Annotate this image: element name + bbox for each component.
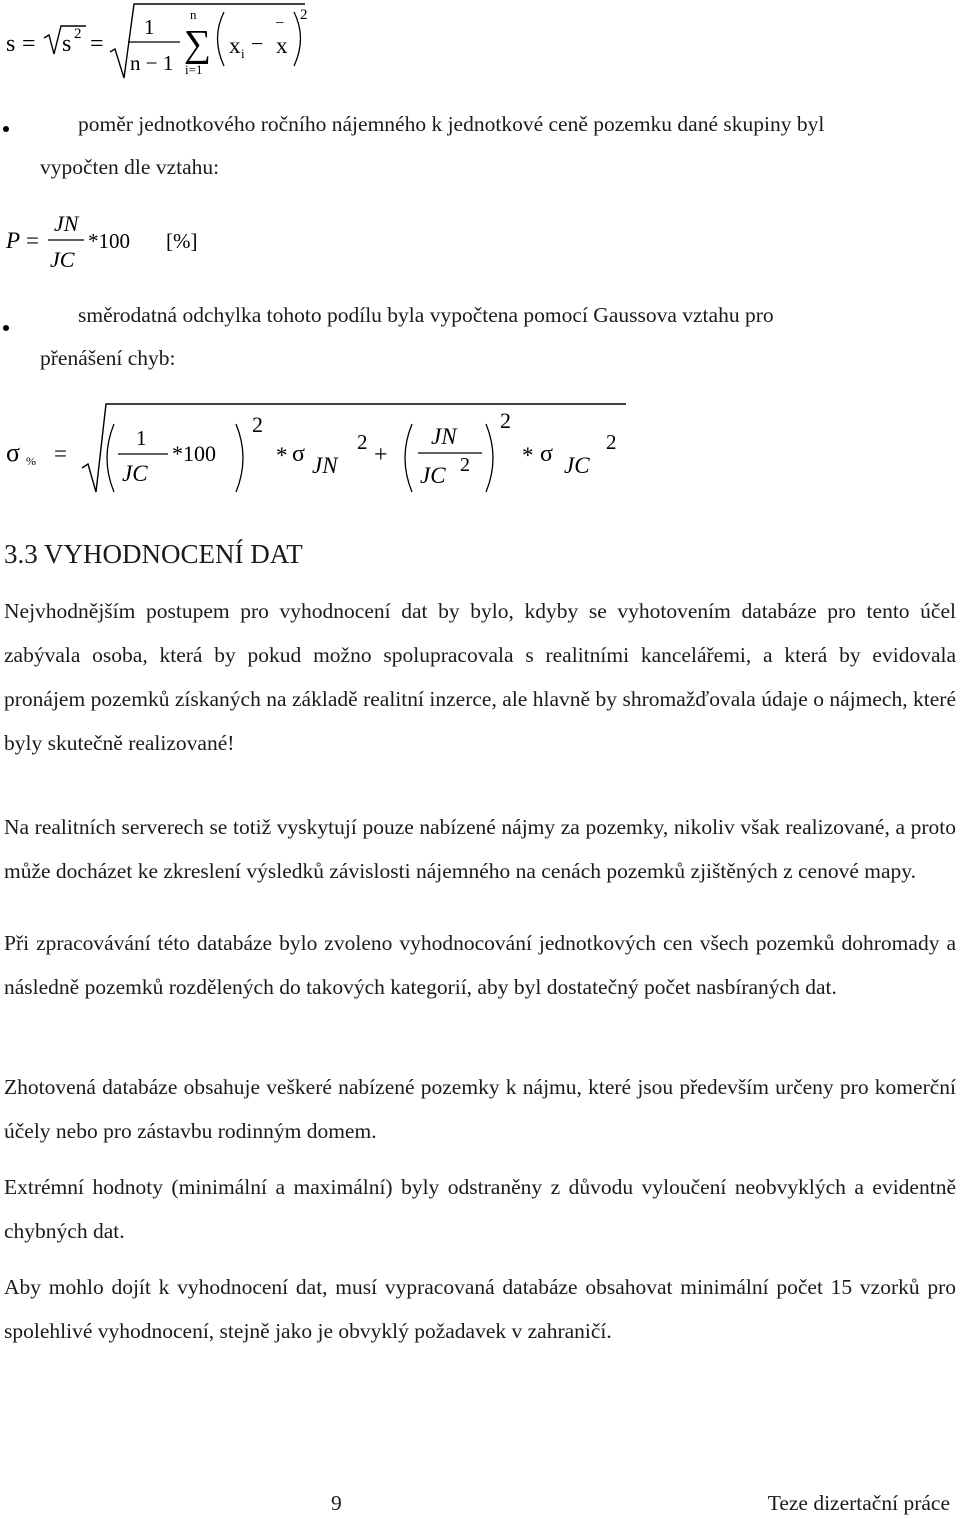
right-paren [236,424,243,492]
formula-frac2-den: JC [420,463,446,488]
formula-sigma-pct: % [26,454,36,468]
formula-frac-den: n − 1 [130,51,174,75]
formula-outer-exp: 2 [300,7,308,23]
paragraph: Extrémní hodnoty (minimální a maximální) byly odstraněny z důvodu vyloučení neobvyklých a evidentně chybných dat. [4,1175,956,1243]
formula-ratio [0,206,240,278]
sum-sigma-icon: ∑ [184,23,212,65]
formula-mult100: *100 [172,441,216,466]
formula-frac1-den: JC [122,461,148,486]
sum-lower: i=1 [185,62,203,77]
formula-xbar-bar: − [275,15,285,32]
bullet-dot [3,126,9,132]
formula-plus: + [374,442,388,468]
formula-sigma2: σ [292,441,305,467]
formula-exp4: 2 [606,430,617,454]
paragraph: Při zpracovávání této databáze bylo zvoleno vyhodnocování jednotkových cen všech pozemků dohromady a následně pozemků rozdělených do takových kategorií, aby byl dostatečný počet nasbíraných dat. [4,931,956,999]
left-paren [107,424,114,492]
formula-frac1-num: 1 [136,426,147,450]
left-paren [405,424,412,492]
page-number: 9 [331,1491,342,1515]
document-title-footer: Teze dizertační práce [767,1491,950,1515]
formula-frac2-den-exp: 2 [460,454,470,476]
formula-p-lhs: P [6,228,21,253]
formula-xbar: x [276,33,288,58]
formula-exp2: 2 [357,430,368,454]
sum-upper: n [190,7,197,22]
formula-s2-base: s [62,31,72,57]
formula-sub-jc: JC [564,453,590,478]
formula-p-mult: *100 [88,229,130,253]
bullet2-line1: směrodatná odchylka tohoto podílu byla vypočtena pomocí Gaussova vztahu pro [78,303,774,327]
formula-xi-sub: i [241,46,245,61]
formula-s-eq2: = [90,31,104,57]
formula-s2-exp: 2 [74,26,82,42]
formula-minus: − [251,31,264,56]
formula-std-dev [0,0,330,80]
formula-sigma3: σ [540,441,553,467]
paragraph: Aby mohlo dojít k vyhodnocení dat, musí vypracovaná databáze obsahovat minimální počet 15 vzorků pro spolehlivé vyhodnocení, stejně jako je obvyklý požadavek v zahraničí. [4,1275,956,1343]
formula-s-eq1: = [22,31,36,57]
section-heading: 3.3 VYHODNOCENÍ DAT [4,539,303,569]
formula-star2: * [522,443,534,468]
bullet1-line1: poměr jednotkového ročního nájemného k jednotkové ceně pozemku dané skupiny byl [78,112,825,136]
formula-p-eq: = [26,228,39,253]
bullet-dot [3,325,9,331]
formula-p-den: JC [50,247,75,272]
paragraph: Nejvhodnějším postupem pro vyhodnocení dat by bylo, kdyby se vyhotovením databáze pro tento účel zabývala osoba, která by pokud možno spolupracovala s realitními kancelářemi, a která by evidovala pronájem pozemků získaných na základě realitní inzerce, ale hlavně by shromažďovala údaje o nájmech, které byly skutečně realizované! [4,599,956,755]
formula-sigma-eq: = [54,441,67,466]
formula-exp1: 2 [252,412,263,437]
formula-sub-jn: JN [312,453,338,478]
bullet2-line2: přenášení chyb: [40,346,176,370]
formula-s-lhs: s [6,31,16,57]
right-paren [486,424,493,492]
formula-xi: x [229,33,241,58]
formula-sigma: σ [6,438,21,467]
formula-error-propagation [0,396,640,506]
formula-frac2-num: JN [431,424,457,449]
formula-frac-num: 1 [144,15,155,39]
bullet1-line2: vypočten dle vztahu: [40,155,220,179]
paragraph: Na realitních serverech se totiž vyskytují pouze nabízené nájmy za pozemky, nikoliv však realizované, a proto může docházet ke zkreslení výsledků závislosti nájemného na cenách pozemků zjištěných z cenové mapy. [4,815,956,883]
formula-star1: * [276,443,288,468]
left-paren [218,12,225,66]
formula-exp3: 2 [500,408,511,433]
paragraph: Zhotovená databáze obsahuje veškeré nabízené pozemky k nájmu, které jsou především určeny pro komerční účely nebo pro zástavbu rodinným domem. [4,1075,956,1143]
formula-p-num: JN [54,211,79,236]
formula-p-unit: [%] [166,229,198,253]
